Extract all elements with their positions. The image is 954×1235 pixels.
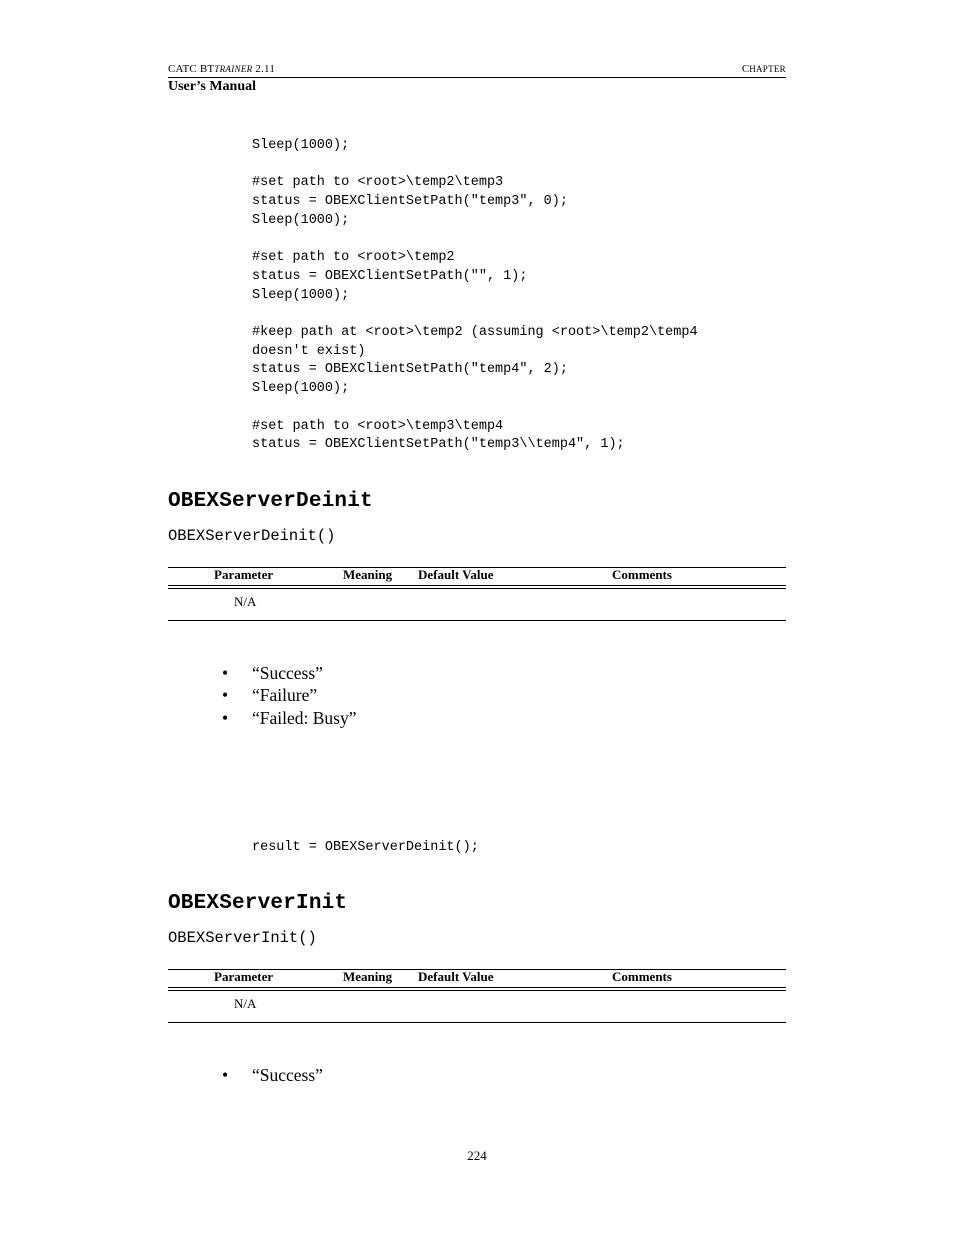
- function-signature-obexserverinit: OBEXServerInit(): [168, 929, 317, 947]
- return-value: “Failed: Busy”: [252, 707, 357, 728]
- table-row-parameter: N/A: [234, 996, 257, 1011]
- return-values-obexserverdeinit: [222, 662, 357, 729]
- parameter-table-obexserverdeinit: [168, 567, 786, 622]
- table-header-rule: [168, 585, 786, 586]
- table-header-rule-double: [168, 990, 786, 991]
- return-value: “Success”: [252, 663, 323, 683]
- running-header-chapter: [742, 63, 786, 75]
- table-header-parameter: Parameter: [214, 969, 274, 984]
- header-subtitle: User’s Manual: [168, 79, 257, 94]
- page-number: 224: [467, 1148, 487, 1163]
- table-row-parameter: N/A: [234, 594, 257, 609]
- table-header-comments: Comments: [612, 567, 672, 582]
- code-example-setpath: Sleep(1000); #set path to <root>\temp2\temp3 status = OBEXClientSetPath("temp3", 0); Sleep(1000); #set path to <root>\temp2 status = OBEXClientSetPath("", 1); Sleep(1000); #keep path at <root>\temp2 (assuming <root>\temp2\temp4 doesn't exist) status = OBEXClientSetPath("temp4", 2); Sleep(1000); #set path to <root>\temp3\temp4 status = OBEXClientSetPath("temp3\\temp4", 1);: [252, 138, 698, 453]
- return-values-obexserverinit: [222, 1064, 323, 1086]
- header-product-small: TRAINER: [214, 64, 253, 74]
- table-header-comments: Comments: [612, 969, 672, 984]
- header-chapter-first: C: [741, 63, 750, 75]
- table-bottom-rule: [168, 1022, 786, 1023]
- bullet-icon: •: [222, 685, 229, 706]
- table-header-default-value: Default Value: [418, 969, 494, 984]
- bullet-icon: •: [222, 1065, 229, 1085]
- section-heading-obexserverinit: OBEXServerInit: [168, 892, 348, 915]
- parameter-table-obexserverinit: [168, 969, 786, 1024]
- header-version: 2.11: [252, 63, 276, 75]
- return-value: “Failure”: [252, 685, 318, 706]
- section-heading-obexserverdeinit: OBEXServerDeinit: [168, 490, 373, 513]
- list-item: [222, 707, 357, 729]
- bullet-icon: •: [222, 707, 229, 728]
- bullet-icon: •: [222, 663, 229, 683]
- header-rule: [168, 77, 786, 78]
- table-header-rule-double: [168, 588, 786, 589]
- function-signature-obexserverdeinit: OBEXServerDeinit(): [168, 527, 336, 545]
- table-header-parameter: Parameter: [214, 567, 274, 582]
- running-header-title: [168, 63, 275, 75]
- table-bottom-rule: [168, 620, 786, 621]
- table-header-meaning: Meaning: [343, 567, 393, 582]
- list-item: [222, 1064, 323, 1086]
- table-header-rule: [168, 987, 786, 988]
- code-example-obexserverdeinit: result = OBEXServerDeinit();: [252, 840, 479, 855]
- header-product: CATC BT: [168, 63, 215, 75]
- list-item: [222, 684, 357, 706]
- return-value: “Success”: [252, 1065, 323, 1085]
- table-header-default-value: Default Value: [418, 567, 494, 582]
- header-chapter-rest: HAPTER: [749, 64, 786, 74]
- list-item: [222, 662, 357, 684]
- table-header-meaning: Meaning: [343, 969, 393, 984]
